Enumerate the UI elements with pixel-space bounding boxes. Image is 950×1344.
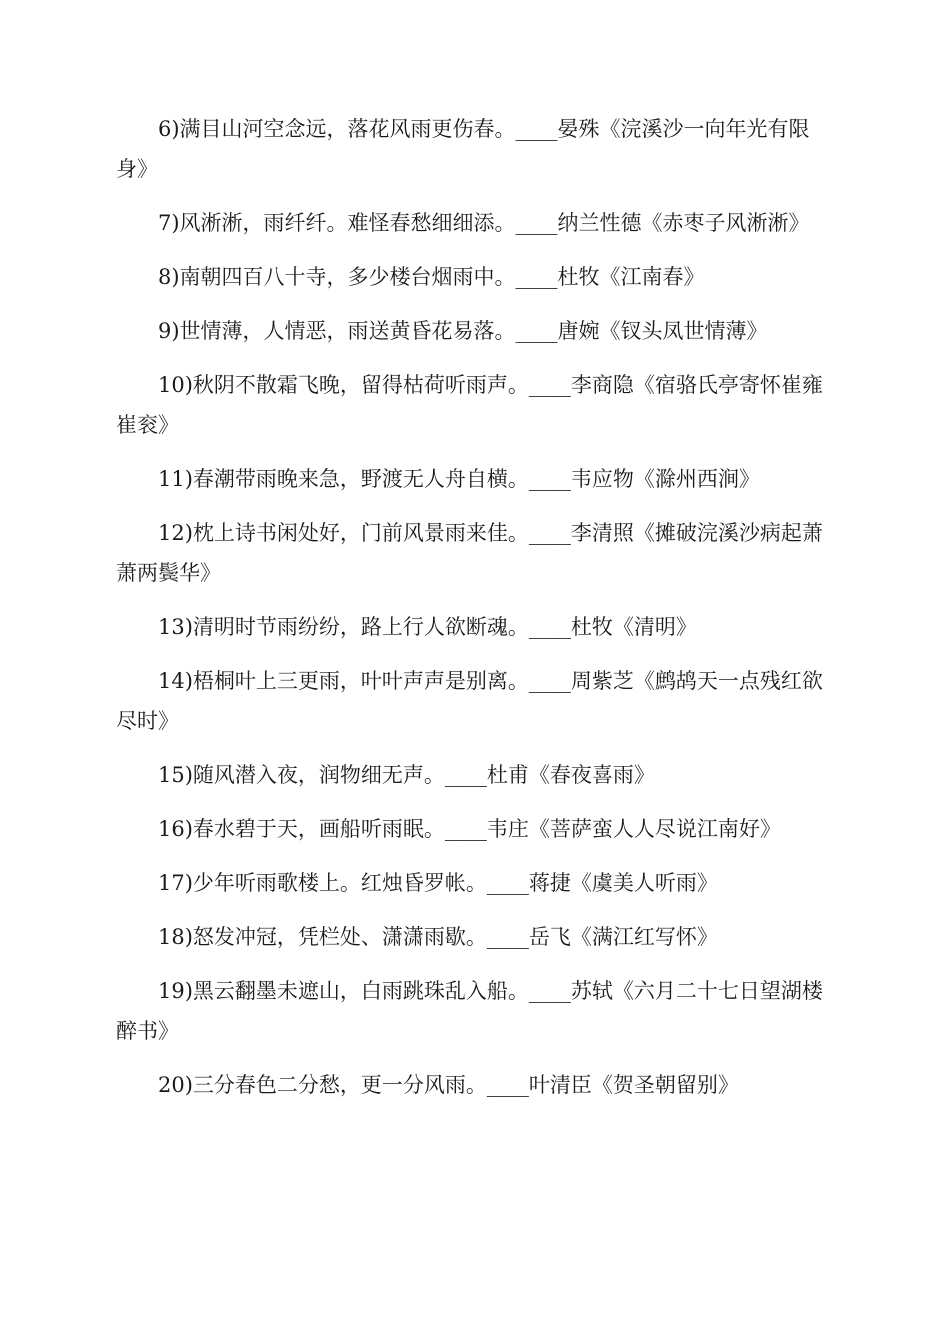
poem-line-11: 11)春潮带雨晚来急，野渡无人舟自横。____韦应物《滁州西涧》: [158, 467, 760, 491]
poem-line-19: 19)黑云翻墨未遮山，白雨跳珠乱入船。____苏轼《六月二十七日望湖楼醉书》: [116, 979, 823, 1043]
poem-line-7: 7)风淅淅，雨纤纤。难怪春愁细细添。____纳兰性德《赤枣子风淅淅》: [158, 211, 810, 235]
poem-line-17: 17)少年听雨歌楼上。红烛昏罗帐。____蒋捷《虞美人听雨》: [158, 871, 718, 895]
poem-line-6: 6)满目山河空念远，落花风雨更伤春。____晏殊《浣溪沙一向年光有限身》: [116, 117, 810, 181]
poem-line-12: 12)枕上诗书闲处好，门前风景雨来佳。____李清照《摊破浣溪沙病起萧萧两鬓华》: [116, 521, 823, 585]
poem-line-16: 16)春水碧于天，画船听雨眠。____韦庄《菩萨蛮人人尽说江南好》: [158, 817, 781, 841]
poem-list: [116, 109, 836, 1119]
poem-line-15: 15)随风潜入夜，润物细无声。____杜甫《春夜喜雨》: [158, 763, 655, 787]
poem-line-8: 8)南朝四百八十寺，多少楼台烟雨中。____杜牧《江南春》: [158, 265, 705, 289]
poem-line-20: 20)三分春色二分愁，更一分风雨。____叶清臣《贺圣朝留别》: [158, 1073, 739, 1097]
poem-line-18: 18)怒发冲冠，凭栏处、潇潇雨歇。____岳飞《满江红写怀》: [158, 925, 718, 949]
poem-line-10: 10)秋阴不散霜飞晚，留得枯荷听雨声。____李商隐《宿骆氏亭寄怀崔雍崔衮》: [116, 373, 823, 437]
poem-line-13: 13)清明时节雨纷纷，路上行人欲断魂。____杜牧《清明》: [158, 615, 697, 639]
poem-line-14: 14)梧桐叶上三更雨，叶叶声声是别离。____周紫芝《鹧鸪天一点残红欲尽时》: [116, 669, 823, 733]
poem-line-9: 9)世情薄，人情恶，雨送黄昏花易落。____唐婉《钗头凤世情薄》: [158, 319, 768, 343]
